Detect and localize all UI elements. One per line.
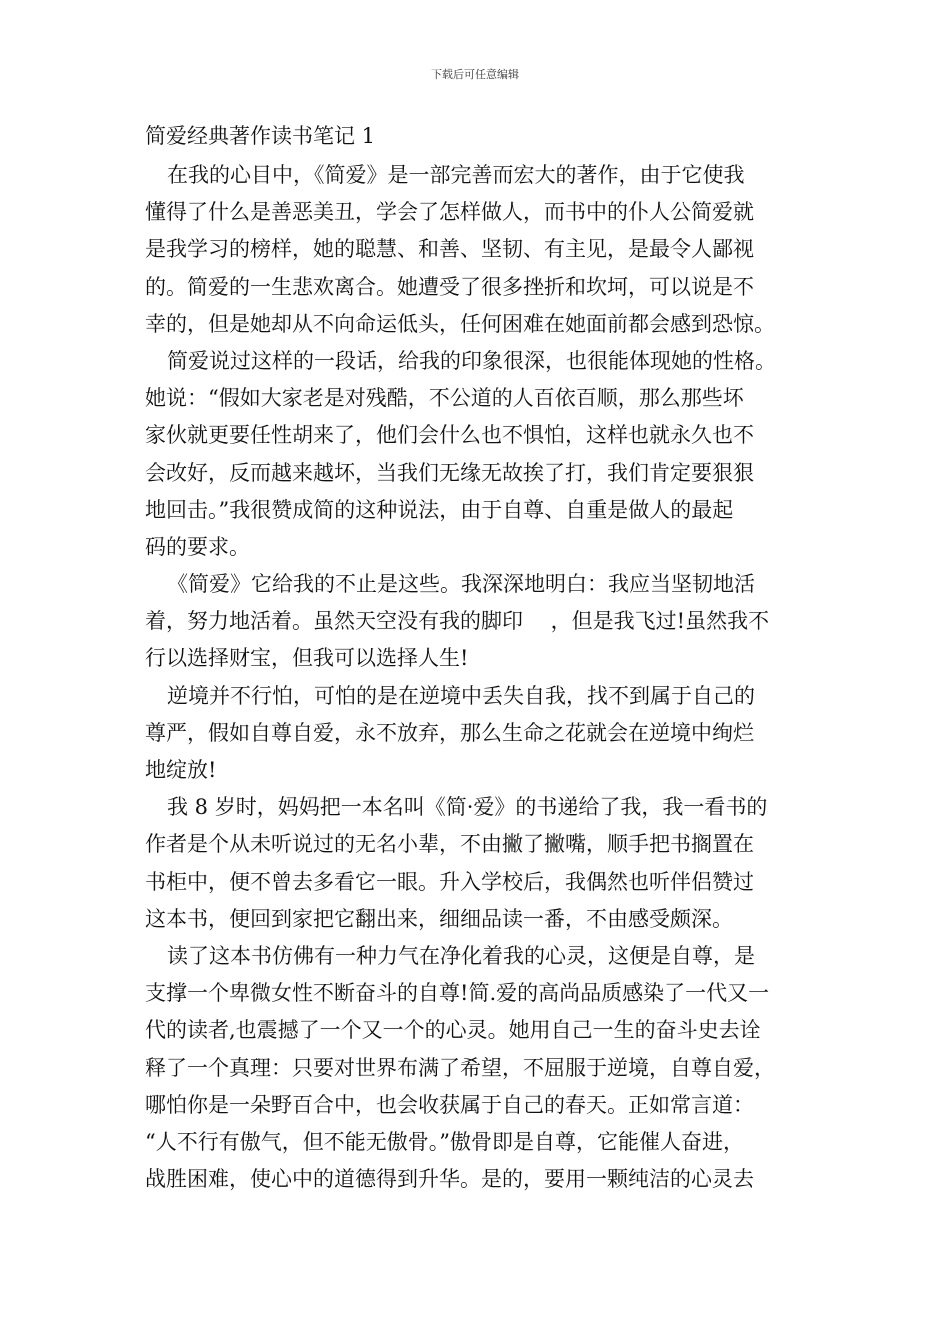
text-line: 码的要求。 bbox=[145, 534, 250, 559]
text-line: 会改好，反而越来越坏，当我们无缘无故挨了打，我们肯定要狠狠 bbox=[145, 460, 754, 485]
paragraph bbox=[145, 566, 815, 678]
text-line: 是我学习的榜样，她的聪慧、和善、坚韧、有主见，是最令人鄙视 bbox=[145, 237, 754, 262]
text-line: 书柜中，便不曾去多看它一眼。升入学校后，我偶然也听伴侣赞过 bbox=[145, 869, 754, 894]
text-line: 读了这本书仿佛有一种力气在净化着我的心灵，这便是自尊，是 bbox=[167, 943, 755, 968]
paragraph bbox=[145, 789, 815, 938]
text-line: 支撑一个卑微女性不断奋斗的自尊!简.爱的高尚品质感染了一代又一 bbox=[145, 981, 770, 1006]
text-line: 地回击。”我很赞成简的这种说法，由于自尊、自重是做人的最起 bbox=[145, 497, 734, 522]
text-line: 哪怕你是一朵野百合中，也会收获属于自己的春天。正如常言道： bbox=[145, 1092, 754, 1117]
text-line: 《简爱》它给我的不止是这些。我深深地明白：我应当坚韧地活 bbox=[167, 572, 755, 597]
paragraph bbox=[145, 157, 815, 343]
document-title: 简爱经典著作读书笔记 1 bbox=[145, 124, 376, 148]
text-line: 释了一个真理：只要对世界布满了希望，不屈服于逆境，自尊自爱， bbox=[145, 1055, 775, 1080]
text-line: 代的读者,也震撼了一个又一个的心灵。她用自己一生的奋斗史去诠 bbox=[145, 1018, 761, 1043]
text-line: 尊严，假如自尊自爱，永不放弃，那么生命之花就会在逆境中绚烂 bbox=[145, 720, 754, 745]
text-line: 我 8 岁时，妈妈把一本名叫《简·爱》的书递给了我，我一看书的 bbox=[167, 795, 768, 820]
text-line: 着，努力地活着。虽然天空没有我的脚印 ，但是我飞过!虽然我不 bbox=[145, 609, 770, 634]
text-line: 懂得了什么是善恶美丑，学会了怎样做人，而书中的仆人公简爱就 bbox=[145, 200, 754, 225]
page-header: 下载后可任意编辑 bbox=[431, 68, 519, 81]
paragraph bbox=[145, 938, 815, 1198]
paragraph bbox=[145, 678, 815, 790]
text-line: “人不行有傲气，但不能无傲骨。”傲骨即是自尊，它能催人奋进， bbox=[145, 1129, 744, 1154]
text-line: 战胜困难，使心中的道德得到升华。是的，要用一颗纯洁的心灵去 bbox=[145, 1167, 754, 1192]
text-line: 行以选择财宝，但我可以选择人生! bbox=[145, 646, 469, 671]
text-line: 幸的，但是她却从不向命运低头，任何困难在她面前都会感到恐惊。 bbox=[145, 311, 775, 336]
text-line: 作者是个从未听说过的无名小辈，不由撇了撇嘴，顺手把书搁置在 bbox=[145, 832, 754, 857]
text-line: 她说：“假如大家老是对残酷，不公道的人百依百顺，那么那些坏 bbox=[145, 386, 744, 411]
text-line: 这本书，便回到家把它翻出来，细细品读一番，不由感受颇深。 bbox=[145, 906, 733, 931]
text-line: 地绽放! bbox=[145, 758, 217, 782]
text-line: 简爱说过这样的一段话，给我的印象很深，也很能体现她的性格。 bbox=[167, 348, 776, 373]
document-body bbox=[145, 157, 815, 1198]
text-line: 逆境并不行怕，可怕的是在逆境中丢失自我，找不到属于自己的 bbox=[167, 683, 755, 708]
text-line: 在我的心目中，《简爱》是一部完善而宏大的著作，由于它使我 bbox=[167, 163, 745, 187]
paragraph bbox=[145, 343, 815, 566]
text-line: 家伙就更要任性胡来了，他们会什么也不惧怕，这样也就永久也不 bbox=[145, 423, 754, 448]
text-line: 的。简爱的一生悲欢离合。她遭受了很多挫折和坎坷，可以说是不 bbox=[145, 274, 754, 299]
